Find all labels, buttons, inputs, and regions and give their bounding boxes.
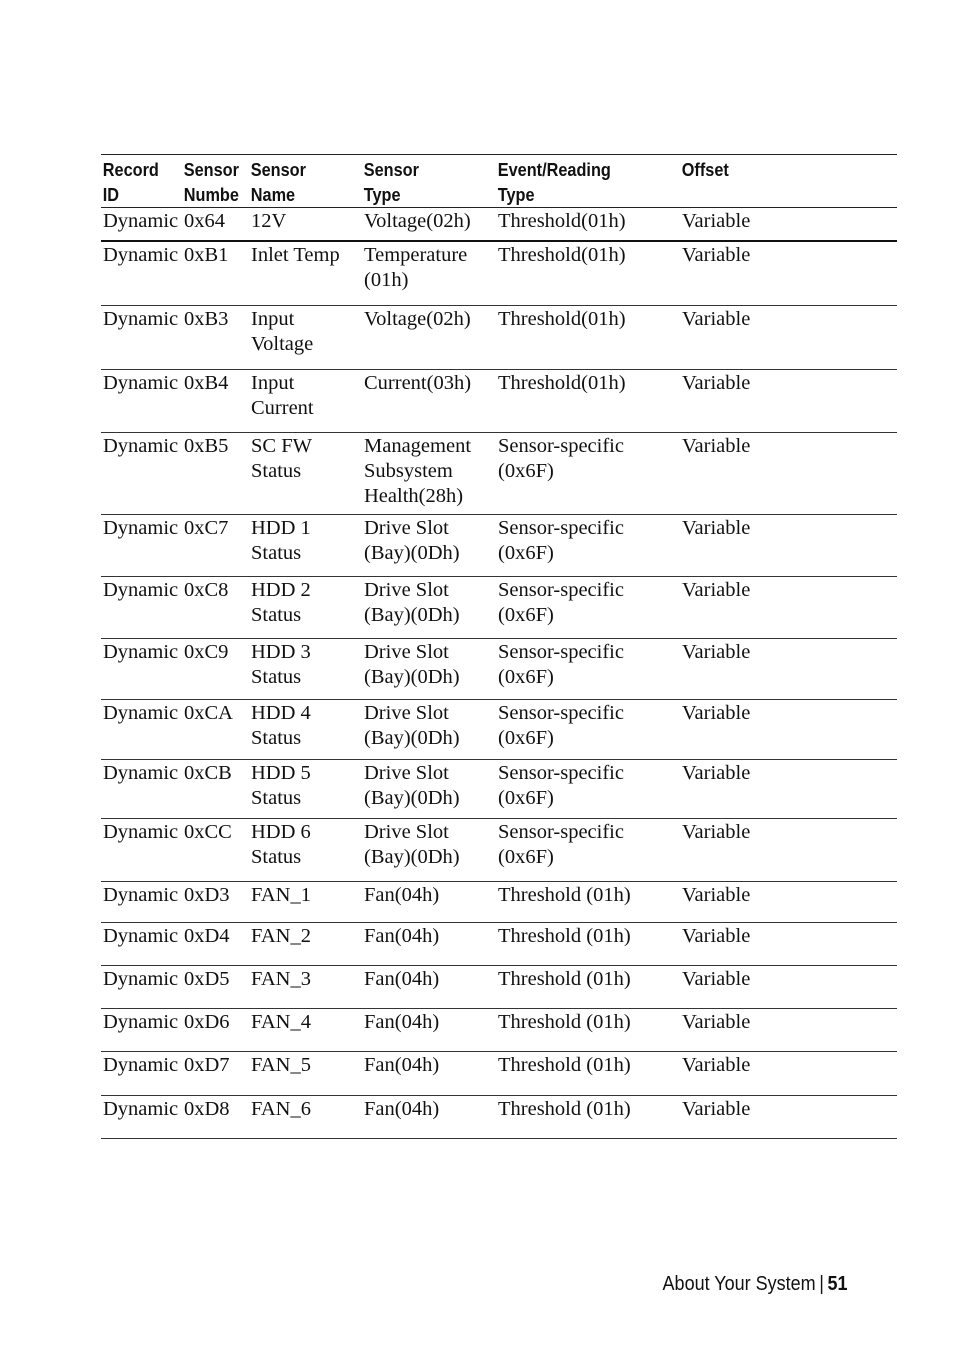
cell-record-id: Dynamic — [101, 433, 182, 515]
cell-sensor-name: FAN_1 — [249, 882, 362, 923]
cell-sensor-number: 0xCB — [182, 760, 249, 819]
cell-sensor-type: Fan(04h) — [362, 1009, 496, 1052]
cell-record-id: Dynamic — [101, 966, 182, 1009]
header-sensor-name: Sensor Name — [249, 155, 348, 208]
cell-record-id: Dynamic — [101, 1009, 182, 1052]
cell-sensor-type: Temperature (01h) — [362, 241, 496, 306]
cell-sensor-type: Fan(04h) — [362, 1052, 496, 1096]
cell-sensor-number: 0xB4 — [182, 370, 249, 433]
cell-event-reading-type: Threshold(01h) — [496, 241, 680, 306]
cell-event-reading-type: Threshold(01h) — [496, 208, 680, 241]
footer-separator: | — [819, 1273, 825, 1295]
cell-sensor-number: 0xCA — [182, 700, 249, 760]
cell-record-id: Dynamic — [101, 577, 182, 639]
cell-offset: Variable — [680, 577, 897, 639]
cell-event-reading-type: Sensor-specific (0x6F) — [496, 433, 680, 515]
cell-sensor-name: SC FW Status — [249, 433, 362, 515]
cell-record-id: Dynamic — [101, 370, 182, 433]
cell-offset: Variable — [680, 1009, 897, 1052]
cell-offset: Variable — [680, 639, 897, 700]
header-offset: Offset — [680, 155, 871, 208]
cell-offset: Variable — [680, 241, 897, 306]
table-header — [101, 155, 897, 208]
cell-record-id: Dynamic — [101, 700, 182, 760]
cell-sensor-type: Drive Slot (Bay)(0Dh) — [362, 639, 496, 700]
table-row — [101, 370, 897, 433]
cell-event-reading-type: Threshold (01h) — [496, 1009, 680, 1052]
cell-sensor-number: 0xCC — [182, 819, 249, 882]
cell-sensor-name: Inlet Temp — [249, 241, 362, 306]
cell-sensor-name: HDD 1 Status — [249, 515, 362, 577]
cell-event-reading-type: Threshold (01h) — [496, 966, 680, 1009]
page-number: 51 — [827, 1273, 848, 1295]
table-row — [101, 208, 897, 241]
cell-record-id: Dynamic — [101, 1052, 182, 1096]
cell-sensor-number: 0xD8 — [182, 1096, 249, 1139]
cell-record-id: Dynamic — [101, 923, 182, 966]
header-event-reading-type: Event/Reading Type — [496, 155, 658, 208]
header-sensor-type: Sensor Type — [362, 155, 480, 208]
cell-sensor-number: 0xC7 — [182, 515, 249, 577]
table-row — [101, 1052, 897, 1096]
cell-offset: Variable — [680, 433, 897, 515]
cell-offset: Variable — [680, 208, 897, 241]
cell-sensor-name: HDD 5 Status — [249, 760, 362, 819]
cell-sensor-type: Fan(04h) — [362, 923, 496, 966]
cell-sensor-number: 0xD4 — [182, 923, 249, 966]
table-row — [101, 306, 897, 370]
cell-event-reading-type: Sensor-specific (0x6F) — [496, 760, 680, 819]
cell-sensor-number: 0xD3 — [182, 882, 249, 923]
table-row — [101, 819, 897, 882]
table-row — [101, 241, 897, 306]
cell-record-id: Dynamic — [101, 882, 182, 923]
cell-sensor-name: FAN_3 — [249, 966, 362, 1009]
cell-record-id: Dynamic — [101, 515, 182, 577]
cell-record-id: Dynamic — [101, 306, 182, 370]
cell-sensor-name: Input Voltage — [249, 306, 362, 370]
cell-sensor-number: 0xB5 — [182, 433, 249, 515]
table-row — [101, 639, 897, 700]
table-row — [101, 966, 897, 1009]
cell-offset: Variable — [680, 515, 897, 577]
cell-sensor-name: 12V — [249, 208, 362, 241]
cell-record-id: Dynamic — [101, 241, 182, 306]
footer-section-title: About Your System — [662, 1273, 817, 1295]
cell-event-reading-type: Sensor-specific (0x6F) — [496, 819, 680, 882]
cell-sensor-number: 0xB3 — [182, 306, 249, 370]
cell-event-reading-type: Threshold (01h) — [496, 1052, 680, 1096]
cell-offset: Variable — [680, 306, 897, 370]
cell-sensor-name: HDD 3 Status — [249, 639, 362, 700]
cell-record-id: Dynamic — [101, 639, 182, 700]
cell-sensor-type: Voltage(02h) — [362, 306, 496, 370]
table-row — [101, 1096, 897, 1139]
cell-sensor-name: HDD 4 Status — [249, 700, 362, 760]
cell-sensor-type: Drive Slot (Bay)(0Dh) — [362, 819, 496, 882]
cell-sensor-type: Drive Slot (Bay)(0Dh) — [362, 760, 496, 819]
cell-sensor-type: Drive Slot (Bay)(0Dh) — [362, 700, 496, 760]
cell-sensor-number: 0xC9 — [182, 639, 249, 700]
cell-sensor-name: FAN_5 — [249, 1052, 362, 1096]
table-row — [101, 923, 897, 966]
cell-sensor-type: Fan(04h) — [362, 1096, 496, 1139]
cell-sensor-name: Input Current — [249, 370, 362, 433]
cell-sensor-type: Fan(04h) — [362, 966, 496, 1009]
cell-sensor-type: Current(03h) — [362, 370, 496, 433]
cell-sensor-type: Drive Slot (Bay)(0Dh) — [362, 515, 496, 577]
cell-event-reading-type: Sensor-specific (0x6F) — [496, 515, 680, 577]
cell-sensor-name: FAN_6 — [249, 1096, 362, 1139]
cell-sensor-name: HDD 6 Status — [249, 819, 362, 882]
cell-event-reading-type: Threshold (01h) — [496, 882, 680, 923]
cell-sensor-number: 0xC8 — [182, 577, 249, 639]
cell-event-reading-type: Threshold (01h) — [496, 1096, 680, 1139]
cell-sensor-number: 0xB1 — [182, 241, 249, 306]
cell-offset: Variable — [680, 882, 897, 923]
cell-event-reading-type: Threshold(01h) — [496, 370, 680, 433]
cell-record-id: Dynamic — [101, 208, 182, 241]
sensor-table — [101, 154, 897, 1139]
cell-offset: Variable — [680, 700, 897, 760]
cell-offset: Variable — [680, 1096, 897, 1139]
header-record-id: Record ID — [101, 155, 172, 208]
cell-offset: Variable — [680, 923, 897, 966]
cell-event-reading-type: Threshold(01h) — [496, 306, 680, 370]
cell-sensor-type: Fan(04h) — [362, 882, 496, 923]
cell-offset: Variable — [680, 370, 897, 433]
cell-event-reading-type: Sensor-specific (0x6F) — [496, 700, 680, 760]
cell-event-reading-type: Threshold (01h) — [496, 923, 680, 966]
cell-sensor-name: FAN_4 — [249, 1009, 362, 1052]
cell-sensor-number: 0xD7 — [182, 1052, 249, 1096]
cell-offset: Variable — [680, 819, 897, 882]
header-row — [101, 155, 897, 208]
header-sensor-number: Sensor Numbe — [182, 155, 241, 208]
table-row — [101, 515, 897, 577]
cell-sensor-name: HDD 2 Status — [249, 577, 362, 639]
table-row — [101, 882, 897, 923]
table-row — [101, 433, 897, 515]
cell-event-reading-type: Sensor-specific (0x6F) — [496, 577, 680, 639]
table-row — [101, 760, 897, 819]
cell-sensor-number: 0xD5 — [182, 966, 249, 1009]
cell-sensor-name: FAN_2 — [249, 923, 362, 966]
page-footer — [663, 1272, 848, 1296]
cell-event-reading-type: Sensor-specific (0x6F) — [496, 639, 680, 700]
cell-sensor-number: 0x64 — [182, 208, 249, 241]
cell-offset: Variable — [680, 760, 897, 819]
cell-record-id: Dynamic — [101, 1096, 182, 1139]
cell-sensor-type: Management Subsystem Health(28h) — [362, 433, 496, 515]
table-row — [101, 577, 897, 639]
table-row — [101, 700, 897, 760]
table-row — [101, 1009, 897, 1052]
cell-offset: Variable — [680, 966, 897, 1009]
cell-sensor-type: Drive Slot (Bay)(0Dh) — [362, 577, 496, 639]
cell-offset: Variable — [680, 1052, 897, 1096]
cell-record-id: Dynamic — [101, 760, 182, 819]
cell-record-id: Dynamic — [101, 819, 182, 882]
cell-sensor-number: 0xD6 — [182, 1009, 249, 1052]
cell-sensor-type: Voltage(02h) — [362, 208, 496, 241]
table-body — [101, 208, 897, 1139]
